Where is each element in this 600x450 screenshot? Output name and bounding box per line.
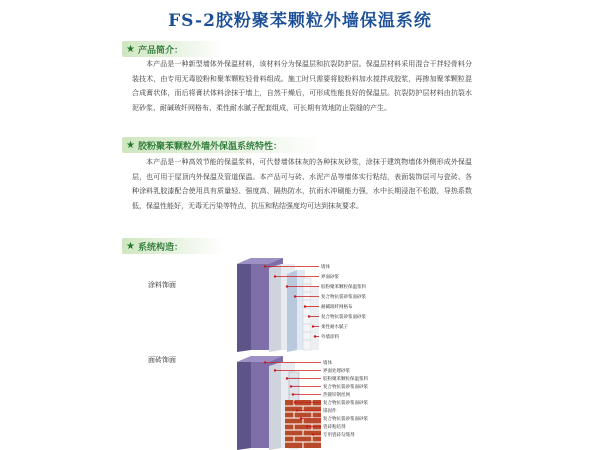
leader-dot [306, 425, 308, 427]
layer-label: 外墙涂料 [321, 335, 339, 340]
layer-label: 专用瓷砖勾缝剂 [323, 433, 355, 438]
leader-dot [274, 369, 276, 371]
finish-layer [311, 286, 319, 350]
layer-label: 耐碱玻纤网格布 [321, 305, 353, 310]
section-heading-label: 产品简介： [137, 45, 183, 56]
layer-label: 界面处理砂浆 [323, 369, 350, 374]
layer-label: 瓷砖粘结剂 [323, 425, 346, 430]
crack-resistant-layer [287, 270, 305, 352]
leader-dot [290, 385, 292, 387]
star-icon: ★ [126, 43, 135, 55]
features-paragraph: 本产品是一种高效节能的保温浆料，可代替墙体抹灰的各种抹灰砂浆，涂抹于建筑物墙体外侧形成外保温层，也可用于屋顶内外保温及管道保温。本产品可与砖、水泥产品等墙体实行粘结，表面装饰层可与瓷砖、各种涂料乳胶漆配合使用具有质量轻、强度高、隔热防水，抗雨水冲刷能力强，水中长期浸泡不松散，导热系数低，保温性能好，无毒无污染等特点，抗压和粘结强度均可达到抹灰要求。 [132, 158, 472, 210]
wall-structure-diagram-tile [225, 352, 485, 450]
page-title: FS-2胶粉聚苯颗粒外墙保温系统 [168, 11, 432, 31]
star-icon: ★ [126, 240, 135, 252]
leader-dot [294, 295, 296, 297]
layer-label: 复合物抗裂砂浆面砂浆 [323, 385, 368, 390]
section-heading-structure [122, 238, 223, 254]
wall-structure-diagram-coating [225, 252, 485, 354]
layer-label: 复合物抗裂砂浆面砂浆 [321, 315, 366, 320]
layer-label: 胶粉聚苯颗粒保温浆料 [321, 285, 366, 290]
layer-label: 锚固件 [323, 409, 337, 414]
leader-dot [294, 401, 296, 403]
diagram-caption-coating: 涂料饰面 [148, 281, 176, 289]
section-heading-label: 胶粉聚苯颗粒外墙外保温系统特性： [137, 141, 282, 152]
layer-label-list [321, 263, 366, 340]
layer-label: 复合物抗裂砂浆面砂浆 [321, 295, 366, 300]
layer-label: 界面砂浆 [321, 275, 339, 280]
layer-label: 柔性耐水腻子 [321, 325, 348, 330]
layer-label: 热镀锌钢丝网 [323, 393, 350, 398]
leader-dot [264, 265, 266, 267]
leader-dot [296, 409, 298, 411]
intro-paragraph: 本产品是一种新型墙体外保温材料，该材料分为保温层和抗裂防护层。保温层材料采用混合干拌轻骨料分装技术，由专用无毒胶粉和聚苯颗粒轻骨料组成。施工时只需要将胶粉料加水搅拌成胶浆，再掺加聚苯颗粒混合成膏状体，而后将膏状体料涂抹于墙上，自然干燥后，可形成性能良好的保温层。抗裂防护层材料由抗裂水泥砂浆、耐碱玻纤网格布、柔性耐水腻子配套组成，可长期有效地防止裂缝的产生。 [132, 60, 472, 112]
layer-label-list [323, 359, 368, 438]
section-heading-features [122, 137, 322, 153]
leader-dot [286, 377, 288, 379]
layer-label: 复合物抗裂砂浆面砂浆 [323, 401, 368, 406]
leader-dot [304, 305, 306, 307]
layer-label: 墙体 [323, 361, 332, 366]
leader-dot [264, 361, 266, 363]
leader-dot [300, 417, 302, 419]
layer-label: 墙体 [321, 265, 330, 270]
layer-label: 复合物抗裂砂浆面砂浆 [323, 417, 368, 422]
section-heading-label: 系统构造： [137, 242, 183, 253]
tile-layer [285, 400, 321, 448]
leader-dot [312, 325, 314, 327]
leader-dot [312, 433, 314, 435]
diagram-caption-tile: 面砖饰面 [148, 356, 176, 364]
leader-dot [286, 285, 288, 287]
layer-label: 胶粉聚苯颗粒保温浆料 [323, 377, 368, 382]
leader-dot [274, 275, 276, 277]
leader-dot [292, 393, 294, 395]
star-icon: ★ [126, 139, 135, 151]
leader-dot [314, 335, 316, 337]
leader-dot [308, 315, 310, 317]
mesh-layer [303, 278, 311, 350]
section-heading-intro [122, 41, 223, 57]
